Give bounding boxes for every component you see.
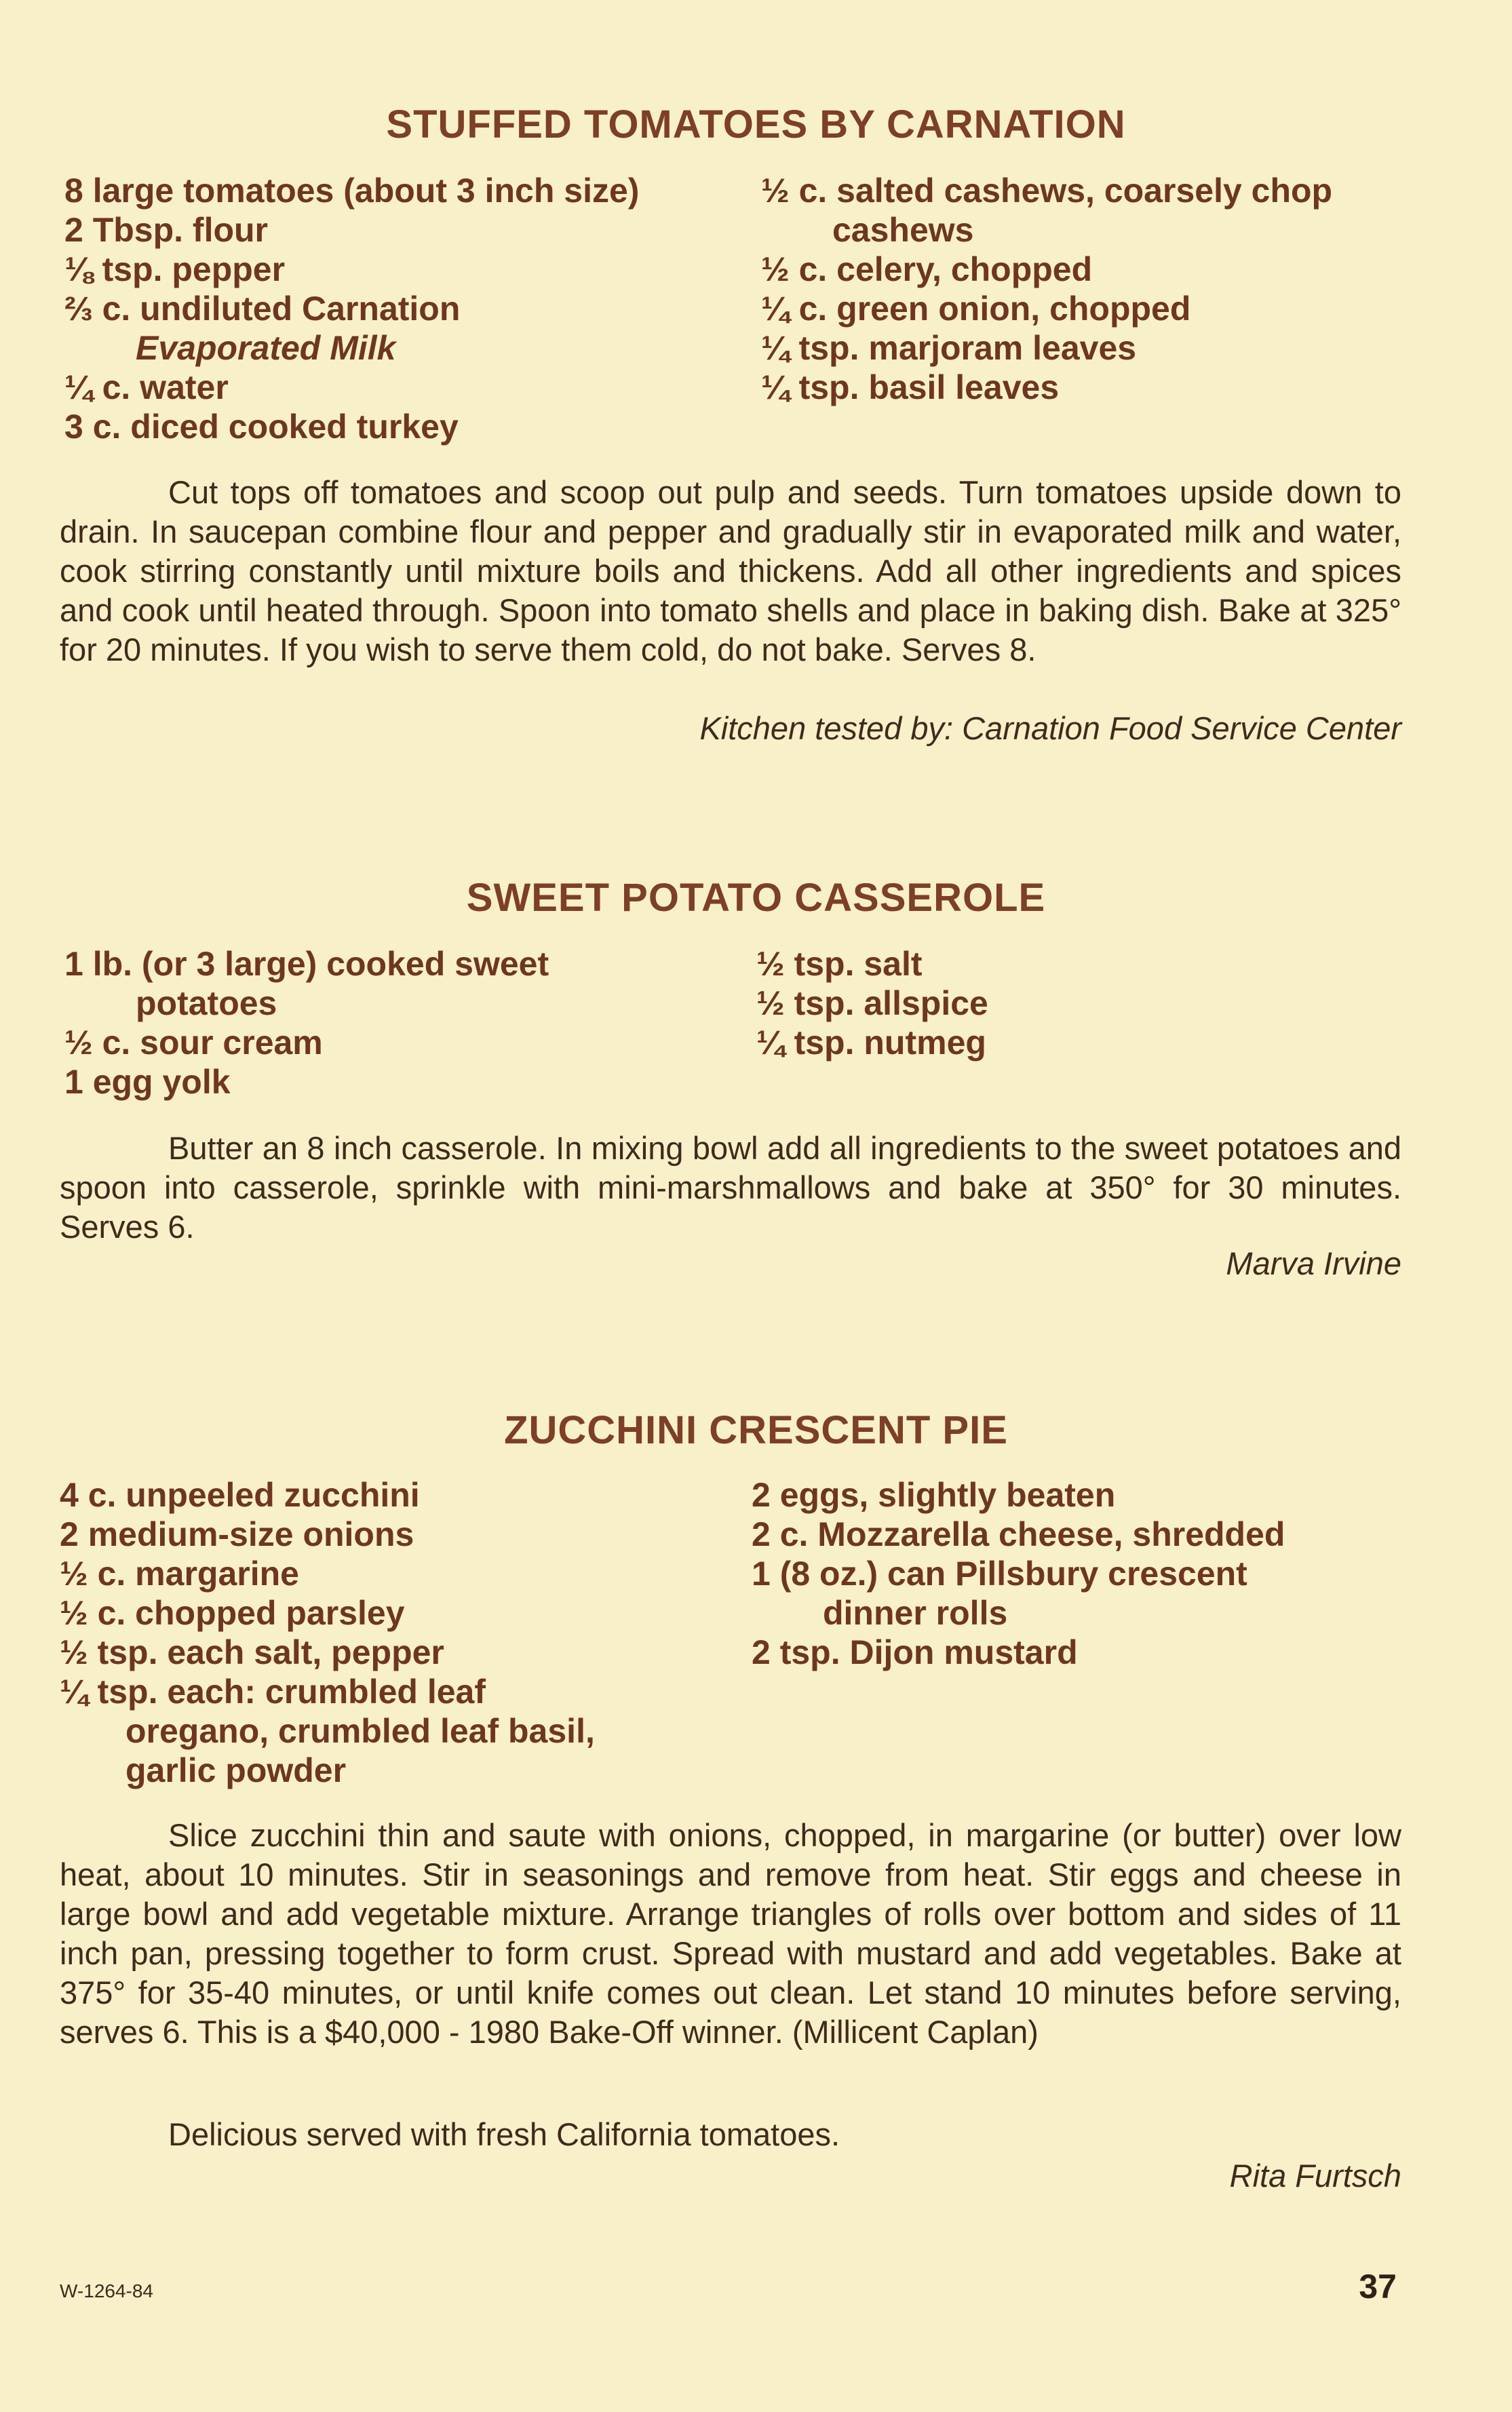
- ingredients-right-stuffed-tomatoes: [761, 171, 1426, 407]
- directions-zucchini-pie: [60, 1816, 1401, 2052]
- ingredient: 2 Tbsp. flour: [64, 211, 268, 249]
- ingredient: potatoes: [136, 984, 277, 1022]
- ingredient: 2 c. Mozzarella cheese, shredded: [752, 1515, 1285, 1553]
- ingredient: ½ c. celery, chopped: [761, 250, 1093, 288]
- note-zucchini-pie: [60, 2115, 1401, 2154]
- ingredient: Evaporated Milk: [136, 329, 396, 367]
- note-text: Delicious served with fresh California tomatoes.: [168, 2116, 840, 2152]
- ingredient: 1 egg yolk: [64, 1063, 231, 1101]
- ingredient: 2 eggs, slightly beaten: [752, 1476, 1116, 1514]
- ingredients-left-stuffed-tomatoes: [64, 171, 743, 446]
- recipe-title-stuffed-tomatoes: STUFFED TOMATOES BY CARNATION: [386, 102, 1126, 147]
- ingredient: 8 large tomatoes (about 3 inch size): [64, 172, 640, 210]
- ingredient: ½ c. chopped parsley: [60, 1594, 405, 1632]
- ingredient: ¼ c. water: [64, 368, 229, 406]
- directions-text: Cut tops off tomatoes and scoop out pulp and seeds. Turn tomatoes upside down to drain. In saucepan combine flour and pepper and gradually stir in evaporated milk and water, cook stirring constantly until mixture boils and thickens. Add all other ingredients and spices and cook until heated through. Spoon into tomato shells and place in baking dish. Bake at 325° for 20 minutes. If you wish to serve them cold, do not bake. Serves 8.: [60, 474, 1401, 667]
- ingredient: ¼ tsp. marjoram leaves: [761, 329, 1137, 367]
- ingredient: garlic powder: [125, 1751, 347, 1789]
- ingredient: dinner rolls: [823, 1594, 1008, 1632]
- ingredient: oregano, crumbled leaf basil,: [125, 1712, 595, 1750]
- ingredient: ½ c. salted cashews, coarsely chop: [761, 172, 1333, 210]
- footer-code: W-1264-84: [60, 2280, 154, 2301]
- ingredient: 4 c. unpeeled zucchini: [60, 1476, 420, 1514]
- page-number: 37: [1359, 2268, 1397, 2306]
- ingredient: ¼ tsp. basil leaves: [761, 368, 1060, 406]
- ingredient: 1 (8 oz.) can Pillsbury crescent: [752, 1555, 1247, 1593]
- recipe-title-sweet-potato: SWEET POTATO CASSEROLE: [466, 876, 1046, 920]
- ingredient: ½ tsp. each salt, pepper: [60, 1633, 444, 1671]
- ingredient: ½ tsp. salt: [756, 945, 923, 983]
- ingredient: 1 lb. (or 3 large) cooked sweet: [64, 945, 549, 983]
- ingredient: ¼ tsp. nutmeg: [756, 1024, 986, 1062]
- ingredient: cashews: [832, 211, 974, 249]
- ingredient: ¼ tsp. each: crumbled leaf: [60, 1673, 486, 1711]
- directions-sweet-potato: [60, 1129, 1401, 1247]
- directions-stuffed-tomatoes: [60, 473, 1401, 669]
- credit-sweet-potato: Marva Irvine: [1226, 1245, 1401, 1281]
- ingredients-left-sweet-potato: [64, 944, 743, 1102]
- directions-text: Slice zucchini thin and saute with onions, chopped, in margarine (or butter) over low heat, about 10 minutes. Stir in seasonings and remove from heat. Stir eggs and cheese in large bowl and add vegetable mixture. Arrange triangles of rolls over bottom and sides of 11 inch pan, pressing together to form crust. Spread with mustard and add vegetables. Bake at 375° for 35-40 minutes, or until knife comes out clean. Let stand 10 minutes before serving, serves 6. This is a $40,000 - 1980 Bake-Off winner. (Millicent Caplan): [60, 1817, 1401, 2050]
- ingredient: ¼ c. green onion, chopped: [761, 290, 1191, 328]
- ingredient: ½ c. margarine: [60, 1555, 299, 1593]
- ingredients-right-zucchini-pie: [752, 1475, 1423, 1672]
- ingredient: ½ c. sour cream: [64, 1024, 323, 1062]
- ingredient: ⅛ tsp. pepper: [64, 250, 286, 288]
- ingredient: ½ tsp. allspice: [756, 984, 988, 1022]
- credit-zucchini-pie: Rita Furtsch: [1229, 2158, 1401, 2194]
- ingredient: ⅔ c. undiluted Carnation: [64, 290, 461, 328]
- ingredient: 3 c. diced cooked turkey: [64, 408, 459, 446]
- ingredients-left-zucchini-pie: [60, 1475, 738, 1790]
- ingredient: 2 medium-size onions: [60, 1515, 414, 1553]
- ingredient: 2 tsp. Dijon mustard: [752, 1633, 1078, 1671]
- directions-text: Butter an 8 inch casserole. In mixing bowl add all ingredients to the sweet potatoes and spoon into casserole, sprinkle with mini-marshmallows and bake at 350° for 30 minutes. Serves 6.: [60, 1130, 1401, 1245]
- recipe-title-zucchini-pie: ZUCCHINI CRESCENT PIE: [504, 1408, 1008, 1452]
- credit-stuffed-tomatoes: Kitchen tested by: Carnation Food Service Center: [699, 710, 1401, 746]
- ingredients-right-sweet-potato: [756, 944, 1421, 1062]
